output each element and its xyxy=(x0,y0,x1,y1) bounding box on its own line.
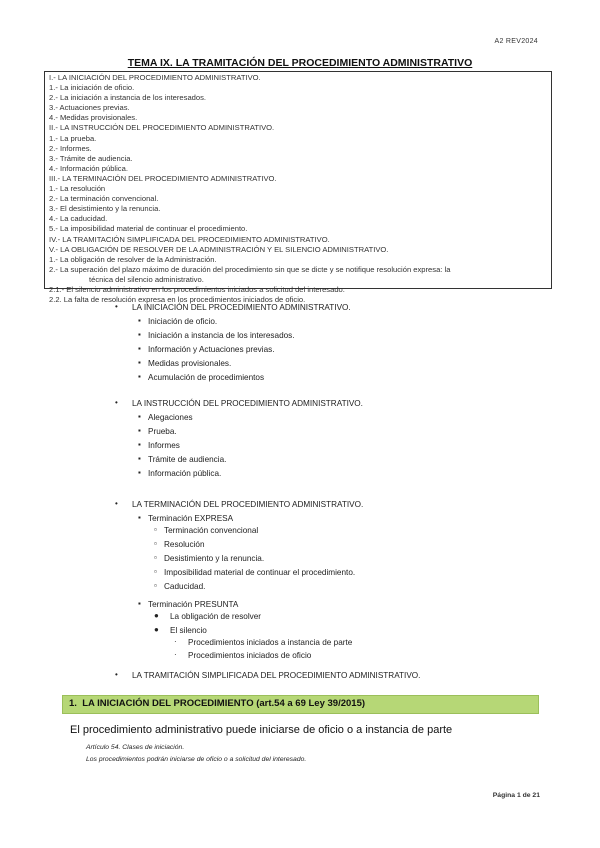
bullet-icon: ▪ xyxy=(138,372,141,381)
index-line: IV.- LA TRAMITACIÓN SIMPLIFICADA DEL PROCEDIMIENTO ADMINISTRATIVO. xyxy=(49,234,330,244)
scheme-item: Procedimientos iniciados de oficio xyxy=(188,651,312,660)
scheme-item: Medidas provisionales. xyxy=(148,359,232,368)
bullet-icon: · xyxy=(174,637,177,646)
article-text: Los procedimientos podrán iniciarse de oficio o a solicitud del interesado. xyxy=(86,756,307,763)
index-line: técnica del silencio administrativo. xyxy=(89,274,204,284)
index-line: 4.- Medidas provisionales. xyxy=(49,113,138,123)
bullet-icon: ▫ xyxy=(154,553,157,562)
document-code: A2 REV2024 xyxy=(494,38,538,45)
body-paragraph: El procedimiento administrativo puede iniciarse de oficio o a instancia de parte xyxy=(70,724,453,736)
scheme-item: Iniciación a instancia de los interesados. xyxy=(148,331,295,340)
scheme-item: Informes xyxy=(148,441,180,450)
index-line: III.- LA TERMINACIÓN DEL PROCEDIMIENTO ADMINISTRATIVO. xyxy=(49,173,277,183)
scheme-heading: LA TRAMITACIÓN SIMPLIFICADA DEL PROCEDIMIENTO ADMINISTRATIVO. xyxy=(132,671,421,680)
index-line: 1.- La prueba. xyxy=(49,133,97,143)
index-box xyxy=(44,71,552,305)
bullet-icon: · xyxy=(174,650,177,659)
scheme-subheading: Terminación PRESUNTA xyxy=(148,600,239,609)
index-line: 4.- Información pública. xyxy=(49,163,128,173)
page-title: TEMA IX. LA TRAMITACIÓN DEL PROCEDIMIENTO ADMINISTRATIVO xyxy=(127,57,473,69)
index-line: 2.- La iniciación a instancia de los interesados. xyxy=(49,93,207,103)
bullet-icon: ▪ xyxy=(138,316,141,325)
index-line: 4.- La caducidad. xyxy=(49,214,108,224)
index-line: 1.- La resolución xyxy=(49,184,106,194)
article-heading: Artículo 54. Clases de iniciación. xyxy=(86,744,185,751)
index-line: 2.- Informes. xyxy=(49,143,92,153)
bullet-icon: ▪ xyxy=(138,358,141,367)
scheme-item: El silencio xyxy=(170,626,207,635)
index-line: 3.- Actuaciones previas. xyxy=(49,103,130,113)
scheme-item: Información pública. xyxy=(148,469,222,478)
index-line: 1.- La iniciación de oficio. xyxy=(49,83,135,93)
scheme-item: Información y Actuaciones previas. xyxy=(148,345,275,354)
scheme-item: Resolución xyxy=(164,540,205,549)
scheme-subheading: Terminación EXPRESA xyxy=(148,514,234,523)
scheme-item: Procedimientos iniciados a instancia de parte xyxy=(188,638,353,647)
index-line: I.- LA INICIACIÓN DEL PROCEDIMIENTO ADMINISTRATIVO. xyxy=(49,73,261,82)
scheme-heading: LA TERMINACIÓN DEL PROCEDIMIENTO ADMINISTRATIVO. xyxy=(132,500,364,509)
index-line: 5.- La imposibilidad material de continuar el procedimiento. xyxy=(49,224,248,234)
scheme-heading: LA INICIACIÓN DEL PROCEDIMIENTO ADMINISTRATIVO. xyxy=(132,303,351,312)
section-number: 1. xyxy=(69,698,77,709)
page-number: Página 1 de 21 xyxy=(492,792,540,799)
bullet-icon: ▪ xyxy=(138,344,141,353)
scheme-item: Trámite de audiencia. xyxy=(148,455,227,464)
scheme-item: La obligación de resolver xyxy=(170,612,262,621)
index-line: 2.1.- El silencio administrativo en los procedimientos iniciados a solicitud del interesado. xyxy=(49,284,345,294)
outline-scheme xyxy=(110,299,510,689)
section-heading xyxy=(62,695,539,714)
bullet-icon: • xyxy=(115,302,118,311)
scheme-item: Alegaciones xyxy=(148,413,193,422)
scheme-item: Acumulación de procedimientos xyxy=(148,373,265,382)
scheme-item: Caducidad. xyxy=(164,582,206,591)
bullet-icon: ▫ xyxy=(154,525,157,534)
scheme-item: Prueba. xyxy=(148,427,177,436)
bullet-icon: ▪ xyxy=(138,468,141,477)
bullet-icon: ▪ xyxy=(138,440,141,449)
bullet-icon: ▪ xyxy=(138,412,141,421)
bullet-icon: ▫ xyxy=(154,581,157,590)
scheme-item: Desistimiento y la renuncia. xyxy=(164,554,265,563)
scheme-item: Terminación convencional xyxy=(164,526,259,535)
index-line: 2.2. La falta de resolución expresa en los procedimientos iniciados de oficio. xyxy=(49,295,306,305)
index-line: 3.- El desistimiento y la renuncia. xyxy=(49,204,161,214)
scheme-item: Imposibilidad material de continuar el procedimiento. xyxy=(164,568,356,577)
bullet-icon: ▪ xyxy=(138,599,141,608)
index-line: 1.- La obligación de resolver de la Administración. xyxy=(49,254,217,264)
bullet-icon: • xyxy=(115,499,118,508)
index-line: V.- LA OBLIGACIÓN DE RESOLVER DE LA ADMINISTRACIÓN Y EL SILENCIO ADMINISTRATIVO. xyxy=(49,244,389,254)
bullet-icon: ▪ xyxy=(138,330,141,339)
index-line: 2.- La terminación convencional. xyxy=(49,194,159,204)
index-line: II.- LA INSTRUCCIÓN DEL PROCEDIMIENTO ADMINISTRATIVO. xyxy=(49,123,275,133)
filled-circle-icon: ● xyxy=(154,611,159,620)
bullet-icon: • xyxy=(115,398,118,407)
bullet-icon: ▫ xyxy=(154,567,157,576)
bullet-icon: ▪ xyxy=(138,513,141,522)
bullet-icon: ▫ xyxy=(154,539,157,548)
bullet-icon: ▪ xyxy=(138,426,141,435)
bullet-icon: ▪ xyxy=(138,454,141,463)
index-line: 3.- Trámite de audiencia. xyxy=(49,153,133,163)
section-title: LA INICIACIÓN DEL PROCEDIMIENTO (art.54 a 69 Ley 39/2015) xyxy=(82,698,366,709)
scheme-heading: LA INSTRUCCIÓN DEL PROCEDIMIENTO ADMINISTRATIVO. xyxy=(132,399,363,408)
scheme-item: Iniciación de oficio. xyxy=(148,317,218,326)
bullet-icon: • xyxy=(115,670,118,679)
filled-circle-icon: ● xyxy=(154,625,159,634)
index-line: 2.- La superación del plazo máximo de duración del procedimiento sin que se dicte y se notifique resolución expresa: la xyxy=(49,264,451,274)
